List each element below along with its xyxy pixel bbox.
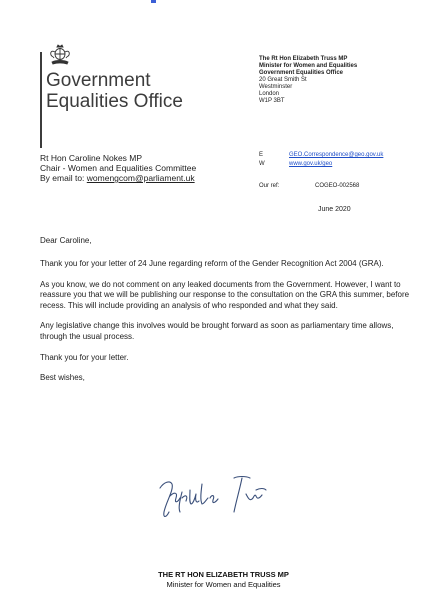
body-paragraph: Thank you for your letter of 24 June regarding reform of the Gender Recognition Act 2004 (GRA).	[40, 259, 384, 269]
contact-block	[259, 151, 383, 169]
body-paragraph: Thank you for your letter.	[40, 352, 129, 362]
salutation: Dear Caroline,	[40, 236, 92, 245]
letter-date: June 2020	[318, 206, 351, 213]
handwritten-signature	[152, 468, 272, 523]
sender-role: Minister for Women and Equalities	[259, 63, 358, 69]
contact-email-link[interactable]: GEO.Correspondence@geo.gov.uk	[289, 152, 384, 158]
recipient-email-line	[40, 173, 196, 183]
signoff-title: Minister for Women and Equalities	[166, 580, 281, 589]
royal-crest-icon	[48, 44, 72, 66]
body-paragraph: Any legislative change this involves would be brought forward as soon as parliamentary time allows, through the usual process.	[40, 321, 394, 341]
sender-address-line: 20 Great Smith St	[259, 77, 307, 83]
logo-rule	[40, 52, 42, 148]
sender-address-line: W1P 3BT	[259, 98, 285, 104]
recipient-name: Rt Hon Caroline Nokes MP	[40, 153, 143, 163]
sender-address-line: Westminster	[259, 84, 293, 90]
sender-address-line: London	[259, 91, 280, 97]
web-label: W	[259, 161, 265, 167]
reference	[259, 183, 359, 189]
sender-name: The Rt Hon Elizabeth Truss MP	[259, 56, 348, 62]
closing: Best wishes,	[40, 373, 85, 383]
reference-value: COGEO-002568	[315, 183, 360, 189]
recipient-email-prefix: By email to:	[40, 173, 87, 183]
recipient-role: Chair - Women and Equalities Committee	[40, 163, 197, 173]
sender-block	[259, 56, 357, 105]
top-marker	[151, 0, 156, 3]
sender-office: Government Equalities Office	[259, 70, 344, 76]
body-paragraph: As you know, we do not comment on any leaked documents from the Government. However, I want to reassure you that we will be publishing our response to the consultation on the GRA this summer, before recess. This will include providing an analysis of who responded and what they said.	[40, 280, 410, 310]
recipient-email[interactable]: womengcom@parliament.uk	[86, 173, 195, 183]
email-label: E	[259, 152, 264, 158]
recipient-block	[40, 153, 196, 183]
logo-line-1: Government	[46, 70, 151, 91]
signoff-name: THE RT HON ELIZABETH TRUSS MP	[158, 570, 289, 579]
contact-web-link[interactable]: www.gov.uk/geo	[289, 161, 333, 167]
logo-wordmark	[46, 70, 183, 112]
letter-body	[40, 236, 410, 394]
reference-label: Our ref:	[259, 183, 280, 189]
logo-line-2: Equalities Office	[46, 91, 183, 112]
